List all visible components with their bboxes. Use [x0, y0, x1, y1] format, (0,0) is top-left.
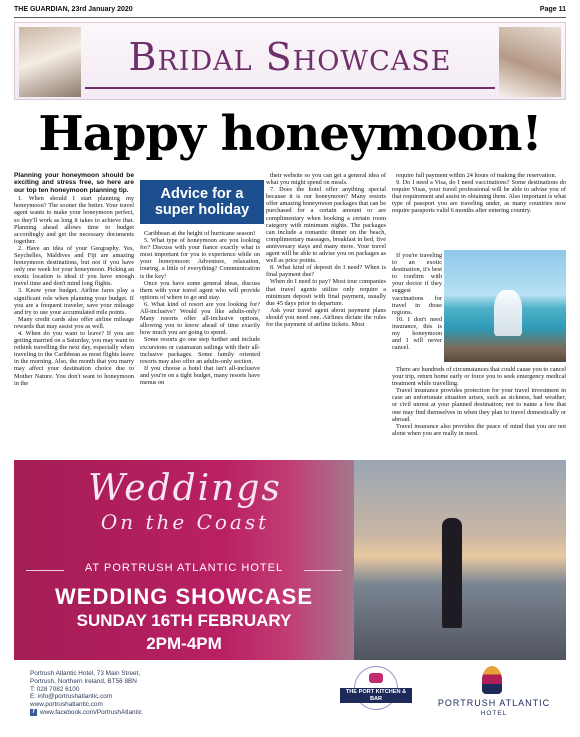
port-kitchen-label: THE PORT KITCHEN & BAR: [340, 688, 412, 703]
ad-time: 2PM-4PM: [146, 634, 222, 653]
paragraph: 6. What kind of resort are you looking for? All-inclusive? Would you like adults-only? Many resorts offer all-inclusive options, allowing you to know ahead of time exactly how much you are going to spend.: [140, 300, 260, 337]
couple-figure: [494, 290, 522, 336]
couple-silhouette: [442, 518, 462, 628]
bride-photo-left: [19, 27, 81, 97]
portrush-atlantic-icon: [482, 666, 502, 694]
facebook-link[interactable]: www.facebook.com/PortrushAtlantic: [40, 709, 142, 717]
page-number: Page 11: [539, 6, 566, 13]
article-column-4: [392, 172, 566, 250]
paragraph: 8. What kind of deposit do I need? When is final payment due?: [266, 264, 386, 279]
paragraph: 2. Have an idea of your Geography. Yes, Seychelles, Maldives and Fiji are amazing honeymoon destinations, but not if you have only one week for your honeymoon. Picking an exotic location is ideal if you have enough travel time and don't mind long flights.: [14, 244, 134, 288]
paper-date: THE GUARDIAN, 23rd January 2020: [14, 6, 133, 13]
portrush-atlantic-name: PORTRUSH ATLANTIC: [437, 698, 551, 708]
paragraph: 10. I don't need insurance, this is my honeymoon and I will never cancel.: [392, 315, 442, 352]
ad-script-subtitle: On the Coast: [100, 510, 270, 534]
paragraph: If you choose a hotel that isn't all-inclusive and you're on a tight budget, many resorts have menus on: [140, 364, 260, 386]
website-link[interactable]: www.portrushatlantic.com: [30, 701, 103, 709]
facebook-icon: f: [30, 709, 37, 716]
paragraph: If you're traveling to an exotic destination, it's best to confirm with your doctor if they suggest vaccinations for travel in those regions.: [392, 252, 442, 316]
banner-rule: [85, 87, 495, 89]
paragraph: Many credit cards also offer airline mileage rewards that may assist you as well.: [14, 315, 134, 330]
paragraph: 9. Do I need a Visa, do I need vaccinations? Some destinations do require Visas, your travel professional will be able to advise you of that requirement and assist in obtaining them. Also important is what type of passport you are traveling under, as many countries now require passports valid 6 months after entering country.: [392, 179, 566, 215]
ad-event: WEDDING SHOWCASE: [55, 584, 313, 609]
article-column-3: [266, 172, 386, 458]
port-kitchen-logo: [336, 662, 416, 728]
portrush-atlantic-hotel: HOTEL: [480, 710, 508, 717]
facebook-row[interactable]: [30, 709, 280, 717]
paragraph: When do I need to pay? Most tour companies that travel agents utilize only require a minimum deposit with final payment, usually due 45 days prior to departure.: [266, 278, 386, 307]
paragraph: their website so you can get a general idea of what you might spend on meals.: [266, 172, 386, 187]
paragraph: Once you have some general ideas, discuss them with your travel agent who will provide options of where to go and stay.: [140, 279, 260, 301]
ad-footer: [14, 662, 566, 730]
paragraph: Caribbean at the height of hurricane season!: [144, 230, 256, 237]
address-line-2: Portrush, Northern Ireland, BT56 8BN: [30, 677, 137, 685]
paragraph: 3. Know your budget. Airline fares play a significant role when planning your budget. If you are a frequent traveler, save your mileage and try to use your accumulated mile points.: [14, 287, 134, 316]
article-column-4b: [392, 252, 442, 364]
wedding-showcase-ad[interactable]: [14, 460, 566, 660]
article-column-1: [14, 172, 134, 458]
article-lead: Planning your honeymoon should be exciting and stress free, so here are our top ten honeymoon planning tip.: [14, 172, 134, 194]
article-column-5: [392, 366, 566, 458]
paragraph: 7. Does the hotel offer anything special because it is our honeymoon? Many resorts offer amazing honeymoon packages that can be purchased for a certain amount or are complimentary when booking a certain room category with minimum nights. The packages can include a romantic dinner on the beach, complimentary massages, breakfast in bed, five anniversary stays and many more. Your travel agent will be able to advise you on packages as well as price points.: [266, 186, 386, 265]
section-banner: [14, 22, 566, 100]
address-line-1: Portrush Atlantic Hotel, 73 Main Street,: [30, 670, 141, 677]
paragraph: Some resorts go one step further and include excursions or catamaran sailings with their all-inclusive packages. Some family oriented resorts may also offer an adults-only section.: [140, 336, 260, 365]
telephone: T: 028 7082 6100: [30, 685, 80, 693]
section-title: Bridal Showcase: [128, 35, 452, 79]
honeymoon-beach-photo: [444, 250, 566, 362]
email-link[interactable]: E: info@portrushatlantic.com: [30, 693, 113, 701]
ad-venue: AT PORTRUSH ATLANTIC HOTEL: [84, 562, 284, 574]
bride-photo-right: [499, 27, 561, 97]
paragraph: Travel insurance also provides the peace of mind that you are not alone when you are really in need.: [392, 422, 566, 437]
article-column-2: [140, 172, 260, 458]
paragraph: Ask your travel agent about payment plans should you need one. Airlines dictate the rules for the payment of airline tickets. Most: [266, 306, 386, 328]
ad-script-title: Weddings: [88, 468, 282, 509]
paragraph: 5. What type of honeymoon are you looking for? Discuss with your fiance exactly what is most important for you to experience while on your honeymoon: Adventure, relaxation, touring, a little of everything? Communication is the key!: [140, 237, 260, 280]
paragraph: There are hundreds of circumstances that could cause you to cancel your trip, return home early or force you to seek emergency medical treatment while travelling.: [392, 366, 566, 388]
paragraph: Travel insurance provides protection for your travel investment in case an unfortunate situation arises, such as sickness, bad weather, or civil unrest at your planned destination; not to name a few that one may find themselves in when they plan to travel domestically or abroad.: [392, 387, 566, 423]
contact-details: [30, 670, 280, 717]
masthead-rule: [14, 17, 566, 18]
ad-date: SUNDAY 16TH FEBRUARY: [76, 611, 292, 630]
headline: Happy honeymoon!: [38, 106, 542, 162]
paragraph: 1. When should I start planning my honeymoon? The sooner the better. Your travel agent wants to make your honeymoon perfect, so they'll work as long it takes to achieve that. Planning ahead allows time to budget accordingly and get the necessary documents together.: [14, 195, 134, 245]
advice-box: Advice for a super holiday: [140, 180, 264, 224]
paragraph: 4. When do you want to leave? If you are getting married on a Saturday, you may want to rethink travelling the next day, especially when traveling to the Caribbean as most flights leave in the morning. Also, the month that you marry may affect your destination choice due to Mother Nature. You don't want to honeymoon in the: [14, 330, 134, 387]
portrush-atlantic-logo: [424, 664, 564, 728]
paragraph: require full payment within 24 hours of making the reservation.: [396, 172, 557, 179]
